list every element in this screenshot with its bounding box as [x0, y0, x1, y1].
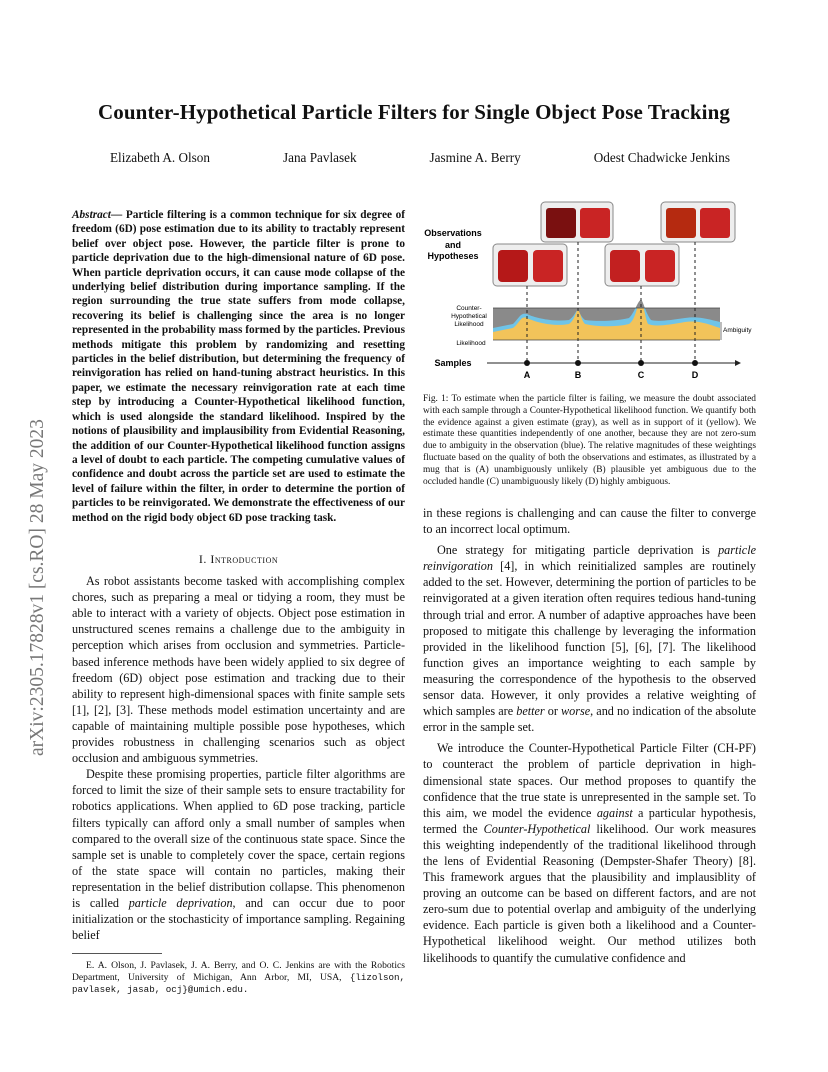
mug-pair-c — [605, 244, 679, 286]
abstract — [72, 208, 405, 525]
intro-paragraph-1: As robot assistants become tasked with accomplishing complex chores, such as preparing a meal or tidying a room, they must be able to interact with a variety of objects. Object pose estimation in unstructured scenes remains a challenge due to the ambiguity in perception which arises from occlusion and symmetries. Particle-based inference methods have been widely applied to six degree of freedom (6D) object pose estimation and tracking due to their ability to represent high-dimensional spaces with finite sample sets [1], [2], [3]. These methods model estimation uncertainty and are capable of maintaining multiple possible pose hypotheses, which provides robustness in challenging scenarios such as object occlusion and ambiguous symmetries. — [72, 574, 405, 766]
likelihood-label: Likelihood — [456, 340, 486, 347]
arxiv-stamp-text: arXiv:2305.17828v1 [cs.RO] 28 May 2023 — [28, 419, 48, 756]
footnote-text: E. A. Olson, J. Pavlasek, J. A. Berry, and O. C. Jenkins are with the Robotics Department, University of Michigan, Ann Arbor, MI, USA, — [72, 960, 405, 983]
mug-pair-d — [661, 202, 735, 242]
obs-label-2: and — [444, 240, 462, 250]
counter-label-2: Hypothetical — [451, 313, 487, 320]
mug-pair-a — [493, 244, 567, 286]
right-paragraph-0: in these regions is challenging and can cause the filter to converge to an incorrect local optimum. — [423, 506, 756, 537]
author-list — [110, 150, 730, 166]
footnote-rule — [72, 953, 162, 954]
figure-1 — [423, 200, 756, 388]
right-column-text — [423, 505, 756, 966]
author-name: Odest Chadwicke Jenkins — [593, 150, 730, 165]
footnote-emails: {lizolson, pavlasek, jasab, ocj}@umich.edu. — [72, 972, 405, 995]
introduction-section — [72, 541, 405, 943]
intro-paragraph-2: Despite these promising properties, particle filter algorithms are forced to limit the size of their sample sets to ensure tractability for robotics applications. When applied to 6D pose tracking, particle filters typically can afford only a small number of samples when compared to the overall size of the continuous state space. Since the sample set is unable to completely cover the space, certain regions of the state space will contain no particles, making their representation in the belief distribution collapse. This phenomenon is called particle deprivation, and can occur due to poor initialization or the stochasticity of importance sampling. Regaining belief — [72, 767, 405, 943]
abstract-text: — Particle filtering is a common technique for six degree of freedom (6D) pose estimation due to its ability to tractably represent belief over object pose. However, the particle filter is prone to particle deprivation due to the high-dimensional nature of 6D pose. When particle deprivation occurs, it can cause mode collapse of the underlying belief distribution during importance sampling. If the region surrounding the true state suffers from mode collapse, recovering its belief is challenging since the area is no longer represented in the probability mass formed by the particles. Previous methods mitigate this problem by randomizing and resetting particles in the belief distribution, but determining the frequency of reinvigoration has relied on hand-tuning abstract heuristics. In this paper, we estimate the necessary reinvigoration rate at each time step by introducing a Counter-Hypothetical likelihood function, which is used alongside the standard likelihood. Inspired by the notions of plausibility and implausibility from Evidential Reasoning, the addition of our Counter-Hypothetical likelihood function assigns a level of doubt to each particle. The competing cumulative values of confidence and doubt across the particle set are used to estimate the level of failure within the filter, in order to determine the portion of particles to be reinvigorated. We demonstrate the effectiveness of our method on the rigid body object 6D pose tracking task. — [72, 209, 405, 524]
footnote — [72, 960, 405, 996]
arxiv-stamp — [28, 276, 48, 756]
section-heading: I. Introduction — [198, 552, 279, 566]
author-name: Elizabeth A. Olson — [110, 150, 210, 165]
figure-1-illustration — [423, 200, 756, 388]
sample-label-c: C — [637, 370, 645, 380]
right-paragraph-1: One strategy for mitigating particle deprivation is particle reinvigoration [4], in which reinitialized samples are routinely added to the set. However, determining the portion of particles to be reinvigorated at a given iteration often requires tedious hand-tuning through trial and error. A number of adaptive approaches have been proposed to mitigate this challenge by leveraging the information provided in the likelihood function [5], [6], [7]. The likelihood function gives an importance weighting to each sample by measuring the correspondence of the hypothesis to the observed sensor data. However, it only provides a relative weighting of which samples are better or worse, and no indication of the absolute error in the sample set. — [423, 543, 756, 735]
obs-label-1: Observations — [424, 228, 482, 238]
right-paragraph-2: We introduce the Counter-Hypothetical Particle Filter (CH-PF) to counteract the problem of particle deprivation in high-dimensional state spaces. Our method proposes to quantify the confidence that the true state is unrepresented in the sample set. To this aim, we model the evidence against a particular hypothesis, termed the Counter-Hypothetical likelihood. Our work measures this weighting independently of the traditional likelihood through the lens of Evidential Reasoning (Dempster-Shafer Theory) [8]. This framework argues that the plausibility and implausiblity of proving an outcome can be based on different factors, and are not zero-sum due to potential overlap and ambiguity of the underlying evidence. Each particle is given both a likelihood and a Counter-Hypothetical likelihood weight. Our method utilizes both likelihoods to quantify the cumulative confidence and — [423, 741, 756, 965]
sample-label-b: B — [574, 370, 582, 380]
figure-caption: Fig. 1: To estimate when the particle filter is failing, we measure the doubt associated with each sample through a Counter-Hypothetical likelihood function. We quantify both the evidence against a given estimate (gray), as well as in support of it (yellow). We estimate these quantities independently of one another, because they are not zero-sum due to ambiguity in the observation (blue). The relative magnitudes of these weightings fluctuate based on the quality of both the observations and estimates, as illustrated by a mug that is (A) unambiguously unlikely (B) plausible yet ambiguous due to the occluded handle (C) unambiguously likely (D) highly ambiguous. — [423, 394, 756, 487]
counter-label-1: Counter- — [456, 305, 482, 312]
obs-label-3: Hypotheses — [427, 251, 479, 261]
mug-pair-b — [541, 202, 613, 242]
abstract-label: Abstract — [72, 209, 111, 221]
counter-label-3: Likelihood — [454, 321, 484, 328]
author-name: Jasmine A. Berry — [429, 150, 521, 165]
sample-label-d: D — [691, 370, 699, 380]
author-name: Jana Pavlasek — [282, 150, 357, 165]
ambiguity-label: Ambiguity — [723, 327, 752, 334]
samples-label: Samples — [434, 358, 472, 368]
paper-title: Counter-Hypothetical Particle Filters for Single Object Pose Tracking — [98, 100, 730, 124]
sample-label-a: A — [523, 370, 531, 380]
